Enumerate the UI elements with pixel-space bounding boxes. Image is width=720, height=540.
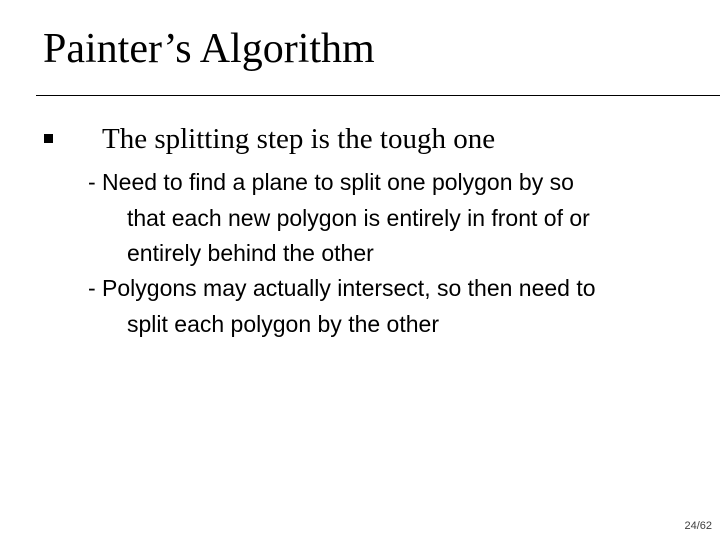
square-bullet-icon <box>44 134 53 143</box>
slide-title: Painter’s Algorithm <box>43 26 375 72</box>
sub-item-intersect <box>88 271 688 342</box>
sub-item-line: - Polygons may actually intersect, so then need to <box>88 275 596 301</box>
sub-item-line: - Need to find a plane to split one polygon by so <box>88 169 574 195</box>
sub-item-plane-split <box>88 165 688 272</box>
sub-item-line: that each new polygon is entirely in front of or <box>127 204 590 231</box>
bullet-text: The splitting step is the tough one <box>102 123 496 155</box>
page-number: 24/62 <box>684 520 712 532</box>
title-divider <box>36 95 720 96</box>
sub-item-line: split each polygon by the other <box>127 310 439 337</box>
sub-item-line: entirely behind the other <box>127 240 374 266</box>
